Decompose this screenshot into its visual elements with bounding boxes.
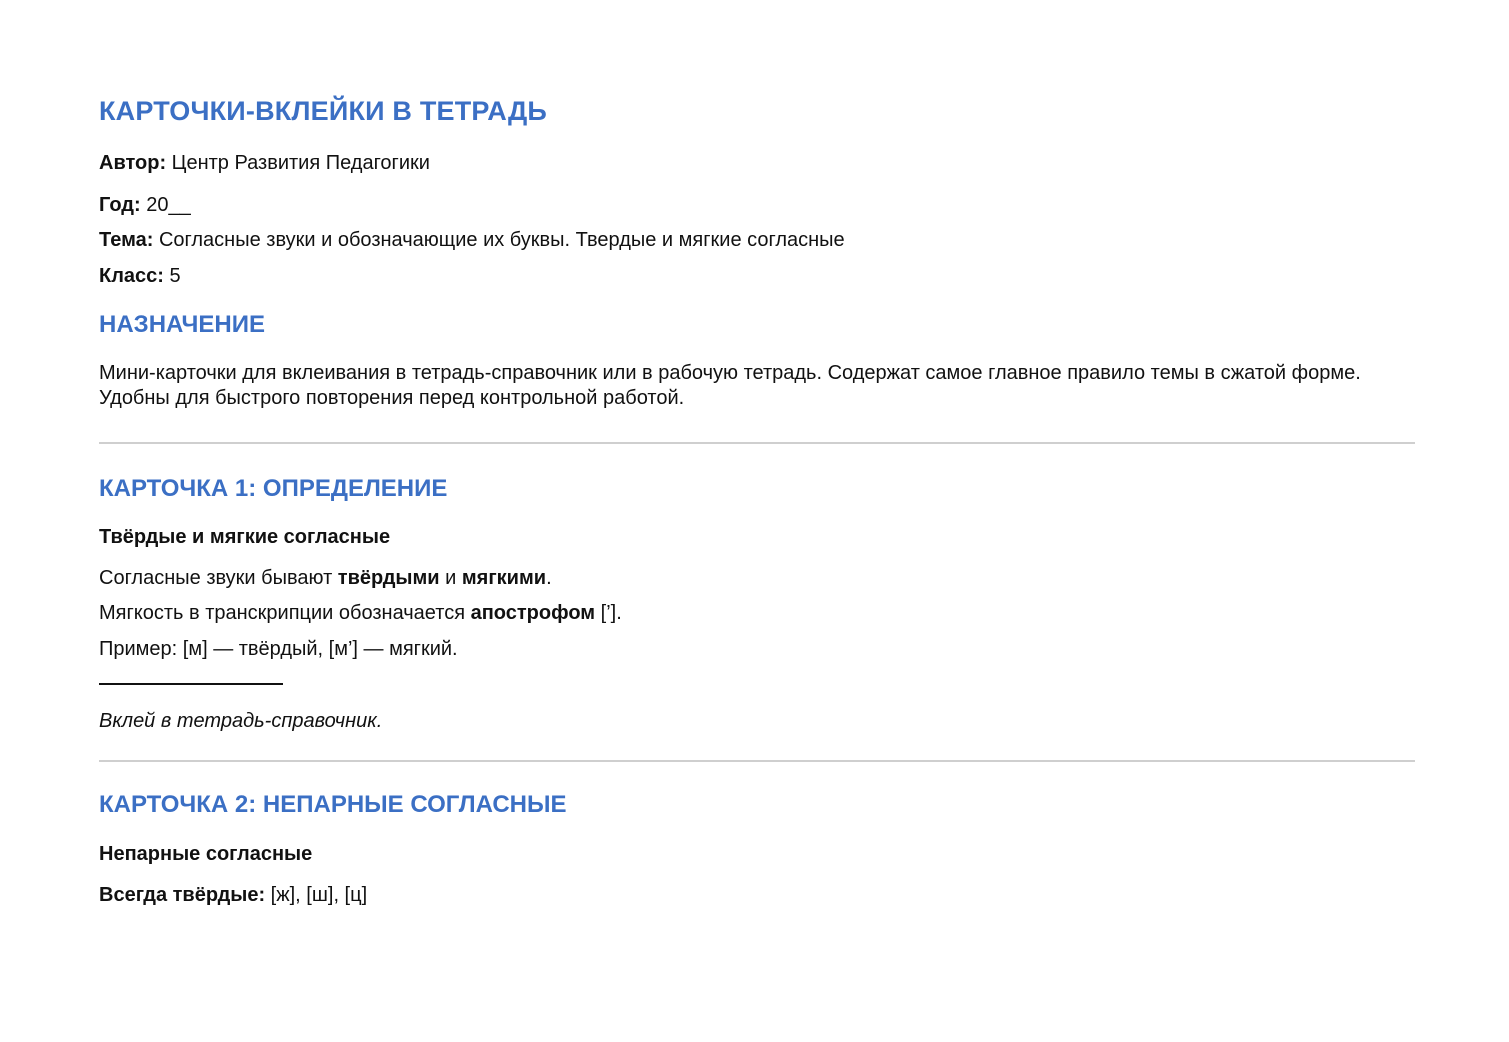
- card1-line2-text-a: Мягкость в транскрипции обозначается: [99, 602, 471, 624]
- always-hard-value: [ж], [ш], [ц]: [265, 884, 368, 906]
- topic-line: [99, 227, 845, 253]
- cut-line: [99, 683, 283, 685]
- year-value: 20__: [140, 194, 191, 216]
- card1-line3: Пример: [м] — твёрдый, [м’] — мягкий.: [99, 638, 458, 660]
- year-line: [99, 192, 191, 218]
- card1-heading: КАРТОЧКА 1: ОПРЕДЕЛЕНИЕ: [99, 475, 448, 502]
- card1-subtitle: [99, 524, 390, 550]
- card1-line1-text-a: Согласные звуки бывают: [99, 567, 338, 589]
- card2-subtitle: [99, 841, 312, 867]
- class-label: Класс:: [99, 265, 164, 287]
- card1-line1-text-c: и: [439, 567, 462, 589]
- topic-value: Согласные звуки и обозначающие их буквы. Твердые и мягкие согласные: [153, 229, 845, 251]
- card2-subtitle-text: Непарные согласные: [99, 843, 313, 865]
- topic-label: Тема:: [99, 229, 154, 251]
- author-line: [99, 150, 430, 176]
- purpose-text: Мини-карточки для вклеивания в тетрадь-справочник или в рабочую тетрадь. Содержат самое главное правило темы в сжатой форме. Удобны для быстрого повторения перед контрольной работой.: [99, 362, 1361, 409]
- section-divider: [99, 760, 1415, 762]
- year-label: Год:: [99, 194, 141, 216]
- card2-heading: КАРТОЧКА 2: НЕПАРНЫЕ СОГЛАСНЫЕ: [99, 791, 567, 818]
- author-value: Центр Развития Педагогики: [166, 152, 430, 174]
- section-divider: [99, 442, 1415, 444]
- class-line: [99, 263, 181, 289]
- card1-subtitle-text: Твёрдые и мягкие согласные: [99, 526, 391, 548]
- card1-line1: [99, 565, 552, 591]
- author-label: Автор:: [99, 152, 167, 174]
- card1-line1-bold-hard: твёрдыми: [337, 567, 440, 589]
- card1-line1-bold-soft: мягкими: [461, 567, 547, 589]
- card1-line2: [99, 600, 622, 626]
- card1-note: Вклей в тетрадь-справочник.: [99, 710, 383, 732]
- purpose-heading: НАЗНАЧЕНИЕ: [99, 311, 265, 338]
- card1-line2-text-c: [’].: [595, 602, 622, 624]
- card2-always-hard-line: [99, 882, 367, 908]
- card1-line1-text-e: .: [546, 567, 552, 589]
- always-hard-label: Всегда твёрдые:: [99, 884, 266, 906]
- card1-line2-bold-apostrophe: апострофом: [470, 602, 596, 624]
- document-title: КАРТОЧКИ-ВКЛЕЙКИ В ТЕТРАДЬ: [99, 96, 547, 126]
- class-value: 5: [163, 265, 181, 287]
